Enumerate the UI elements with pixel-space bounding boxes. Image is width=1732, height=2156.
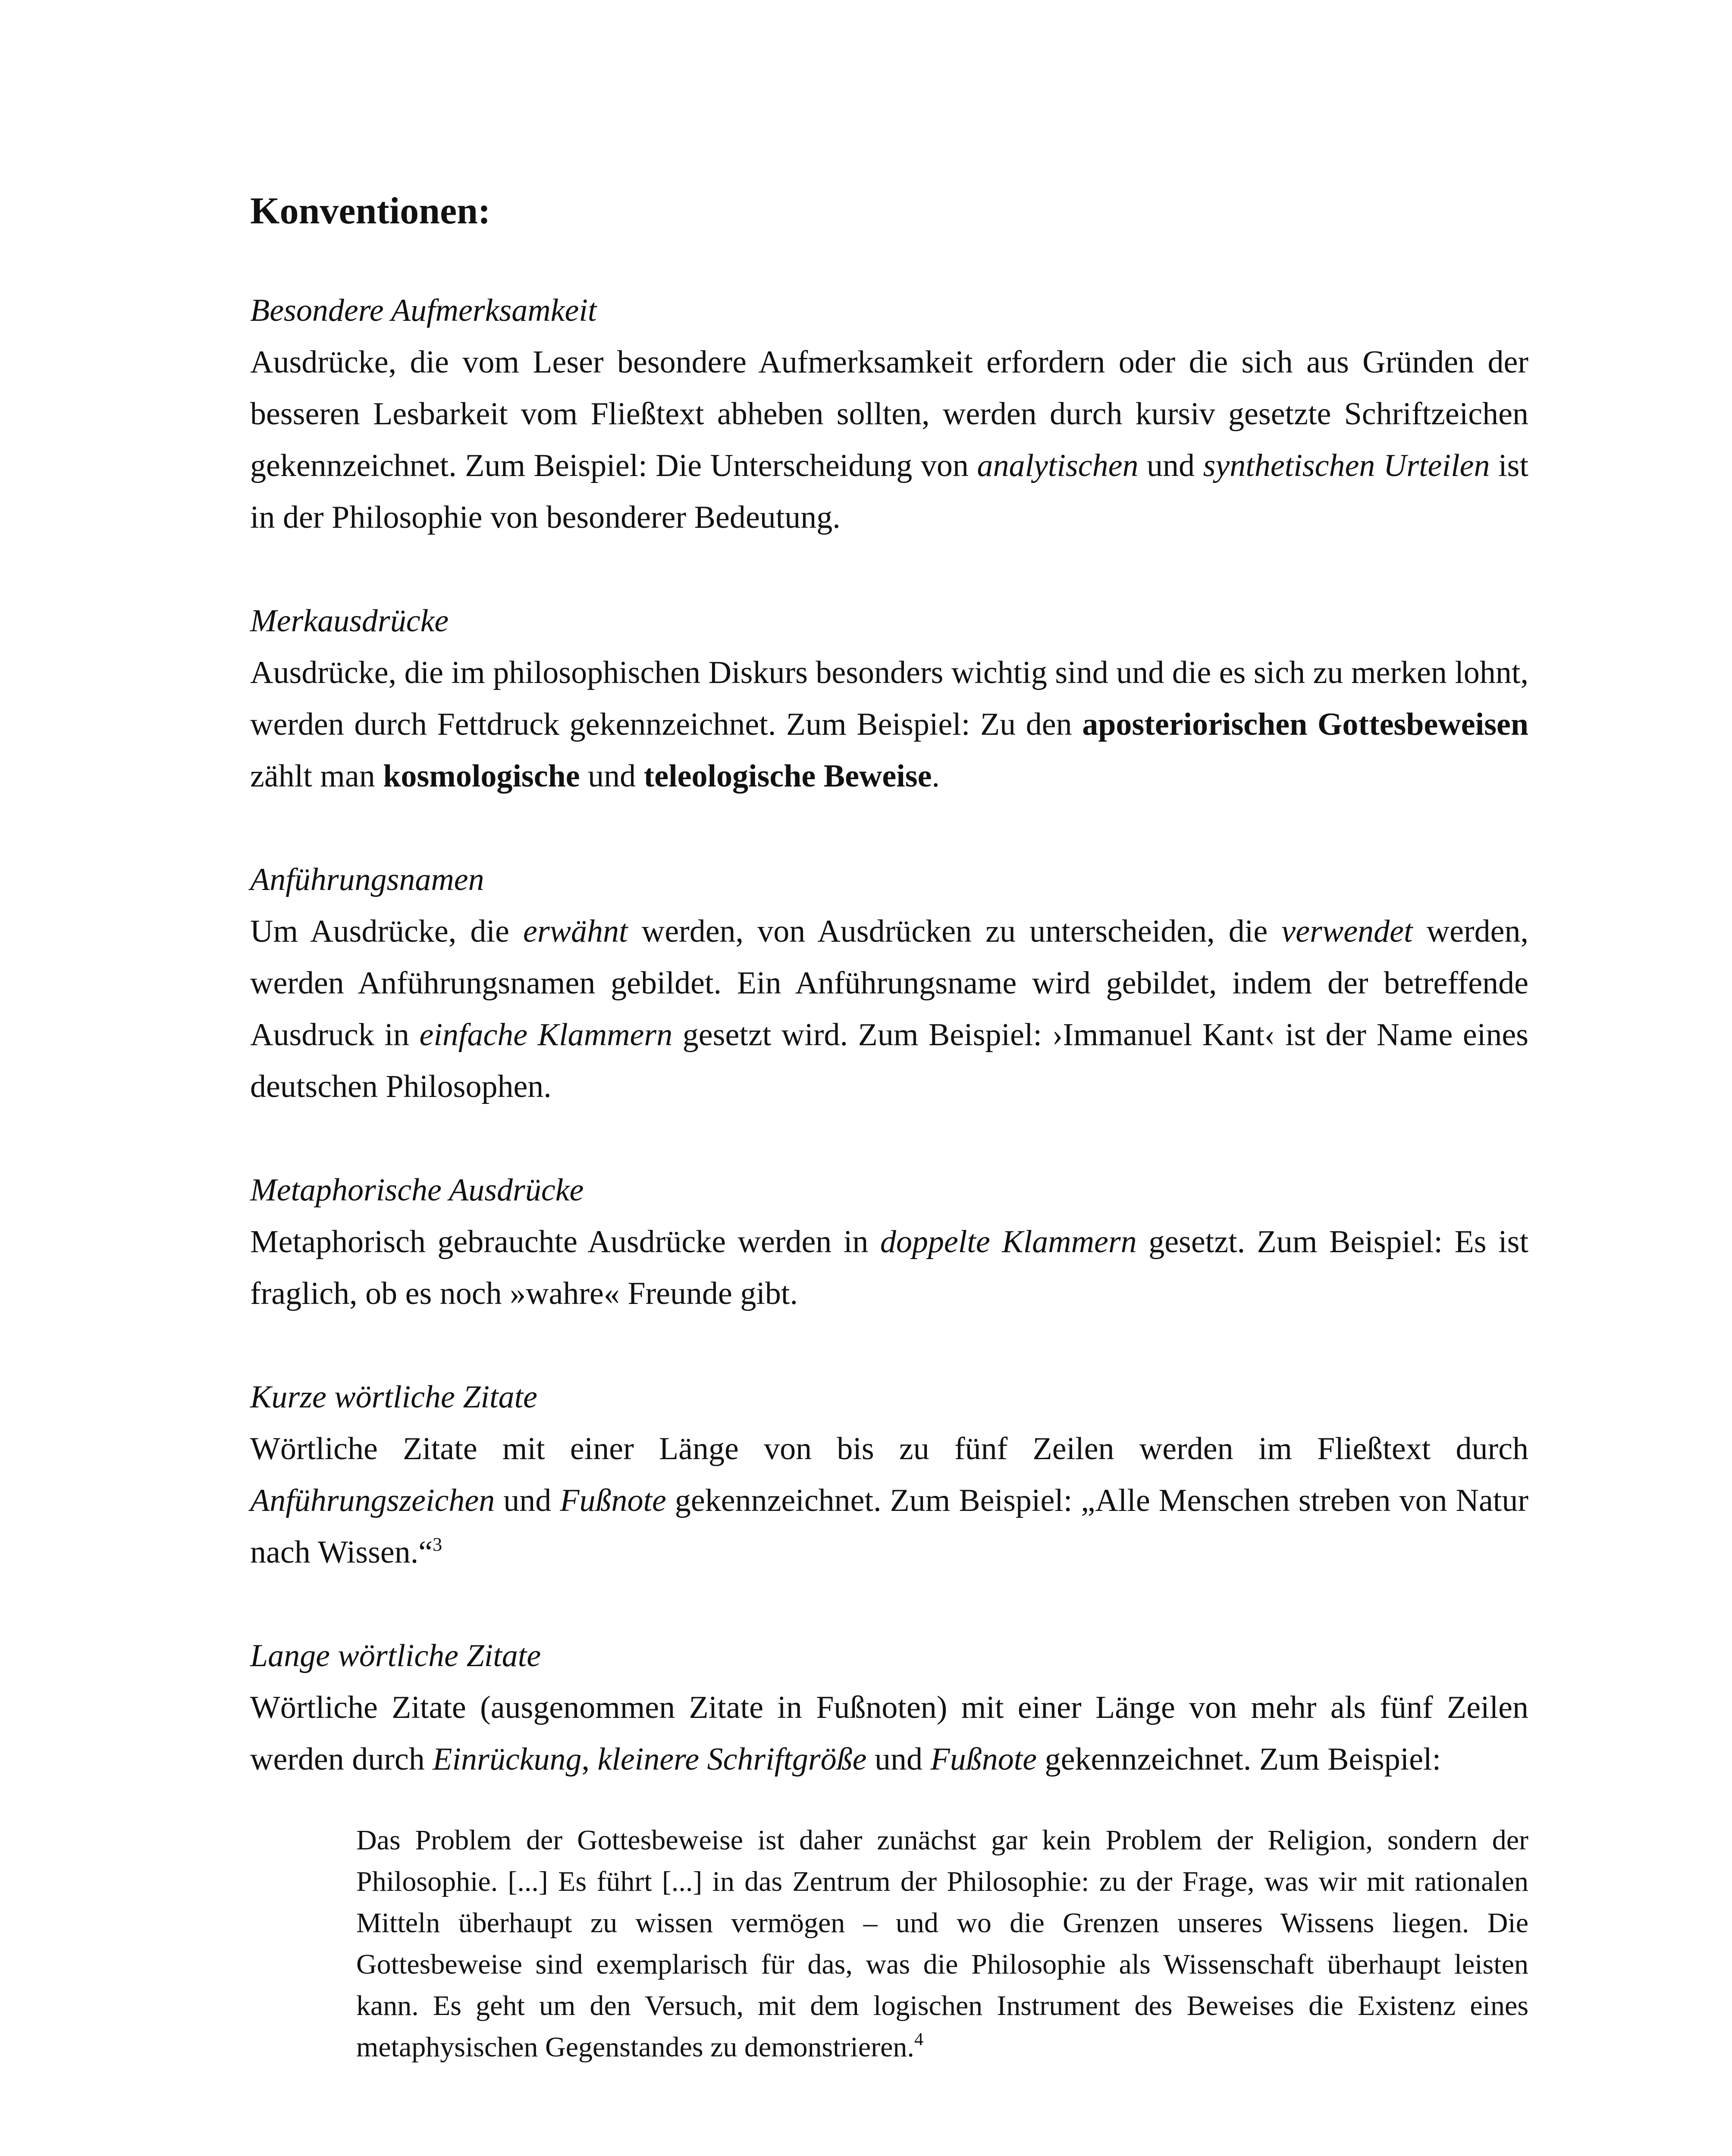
section-body <box>250 647 1528 802</box>
body-text: Wörtliche Zitate mit einer Länge von bis zu fünf Zeilen werden im Fließtext durch <box>250 1431 1528 1467</box>
section-body <box>250 1423 1528 1578</box>
body-text: Um Ausdrücke, die <box>250 914 523 949</box>
body-text: Wörtliche Zitate (ausgenommen Zitate in Fußnoten) mit einer Länge von mehr als fünf Zeilen werden durch <box>250 1690 1528 1777</box>
section-kurze-zitate <box>250 1371 1528 1578</box>
section-title: Metaphorische Ausdrücke <box>250 1172 584 1208</box>
italic-term: analytischen <box>977 448 1139 483</box>
body-text: Ausdrücke, die im philosophischen Diskurs besonders wichtig sind und die es sich zu merken lohnt, werden durch Fettdruck gekennzeichnet. Zum Beispiel: Zu den <box>250 655 1528 742</box>
body-text: ist in der Philosophie von besonderer Bedeutung. <box>250 448 1529 535</box>
bold-term: kosmologische <box>383 758 580 794</box>
body-text: Metaphorisch gebrauchte Ausdrücke werden in <box>250 1224 880 1260</box>
body-text: werden, werden Anführungsnamen gebildet. Ein Anführungsname wird gebildet, indem der betreffende Ausdruck in <box>250 914 1528 1053</box>
section-body <box>250 906 1528 1112</box>
italic-term: Fußnote <box>560 1483 666 1518</box>
body-text: und <box>1138 448 1203 483</box>
italic-term: Anführungszeichen <box>250 1483 495 1518</box>
italic-term: kleinere Schriftgröße <box>597 1742 867 1777</box>
quote-text: Das Problem der Gottesbeweise ist daher zunächst gar kein Problem der Religion, sondern der Philosophie. [...] Es führt [...] in das Zentrum der Philosophie: zu der Frage, was wir mit rationalen Mitteln überhaupt zu wissen vermögen – und wo die Grenzen unseres Wissens liegen. Die Gottesbeweise sind exemplarisch für das, was die Philosophie als Wissenschaft überhaupt leisten kann. Es geht um den Versuch, mit dem logischen Instrument des Beweises die Existenz eines metaphysischen Gegenstandes zu demonstrieren. <box>356 1824 1528 2063</box>
italic-term: doppelte Klammern <box>880 1224 1137 1260</box>
document-page <box>250 185 1528 2068</box>
body-text: , <box>581 1742 598 1777</box>
italic-term: einfache Klammern <box>419 1017 673 1053</box>
section-body <box>250 1682 1528 1785</box>
section-body <box>250 336 1528 543</box>
italic-term: Einrückung <box>433 1742 582 1777</box>
section-body <box>250 1216 1528 1319</box>
body-text: gesetzt. Zum Beispiel: Es ist fraglich, ob es noch »wahre« Freunde gibt. <box>250 1224 1529 1311</box>
body-text: und <box>495 1483 560 1518</box>
italic-term: Fußnote <box>930 1742 1037 1777</box>
body-text: gesetzt wird. Zum Beispiel: ›Immanuel Kant‹ ist der Name eines deutschen Philosophen. <box>250 1017 1528 1104</box>
section-lange-zitate <box>250 1630 1528 1785</box>
bold-term: aposteriorischen Gottesbeweisen <box>1082 707 1528 742</box>
body-text: zählt man <box>250 758 383 794</box>
body-text: gekennzeichnet. Zum Beispiel: <box>1037 1742 1441 1777</box>
section-metaphorische-ausdruecke <box>250 1164 1528 1319</box>
footnote-ref[interactable]: 4 <box>914 2030 923 2049</box>
body-text: . <box>932 758 940 794</box>
italic-term: erwähnt <box>523 914 628 949</box>
body-text: gekennzeichnet. Zum Beispiel: „Alle Menschen streben von Natur nach Wissen.“ <box>250 1483 1529 1570</box>
body-text: und <box>866 1742 931 1777</box>
italic-term: synthetischen Urteilen <box>1203 448 1490 483</box>
page-heading: Konventionen: <box>250 190 491 232</box>
italic-term: verwendet <box>1281 914 1413 949</box>
section-besondere-aufmerksamkeit <box>250 285 1528 543</box>
section-merkausdruecke <box>250 595 1528 802</box>
footnote-ref[interactable]: 3 <box>433 1534 442 1555</box>
section-title: Anführungsnamen <box>250 862 484 897</box>
section-title: Merkausdrücke <box>250 603 449 639</box>
body-text: werden, von Ausdrücken zu unterscheiden, die <box>628 914 1282 949</box>
block-quote <box>356 1820 1528 2068</box>
body-text: und <box>580 758 644 794</box>
bold-term: teleologische Beweise <box>643 758 932 794</box>
body-text: Ausdrücke, die vom Leser besondere Aufmerksamkeit erfordern oder die sich aus Gründen der besseren Lesbarkeit vom Fließtext abheben sollten, werden durch kursiv gesetzte Schriftzeichen gekennzeichnet. Zum Beispiel: Die Unterscheidung von <box>250 345 1528 483</box>
section-title: Besondere Aufmerksamkeit <box>250 293 597 328</box>
section-title: Kurze wörtliche Zitate <box>250 1379 537 1415</box>
section-title: Lange wörtliche Zitate <box>250 1638 541 1673</box>
section-anfuehrungsnamen <box>250 854 1528 1112</box>
